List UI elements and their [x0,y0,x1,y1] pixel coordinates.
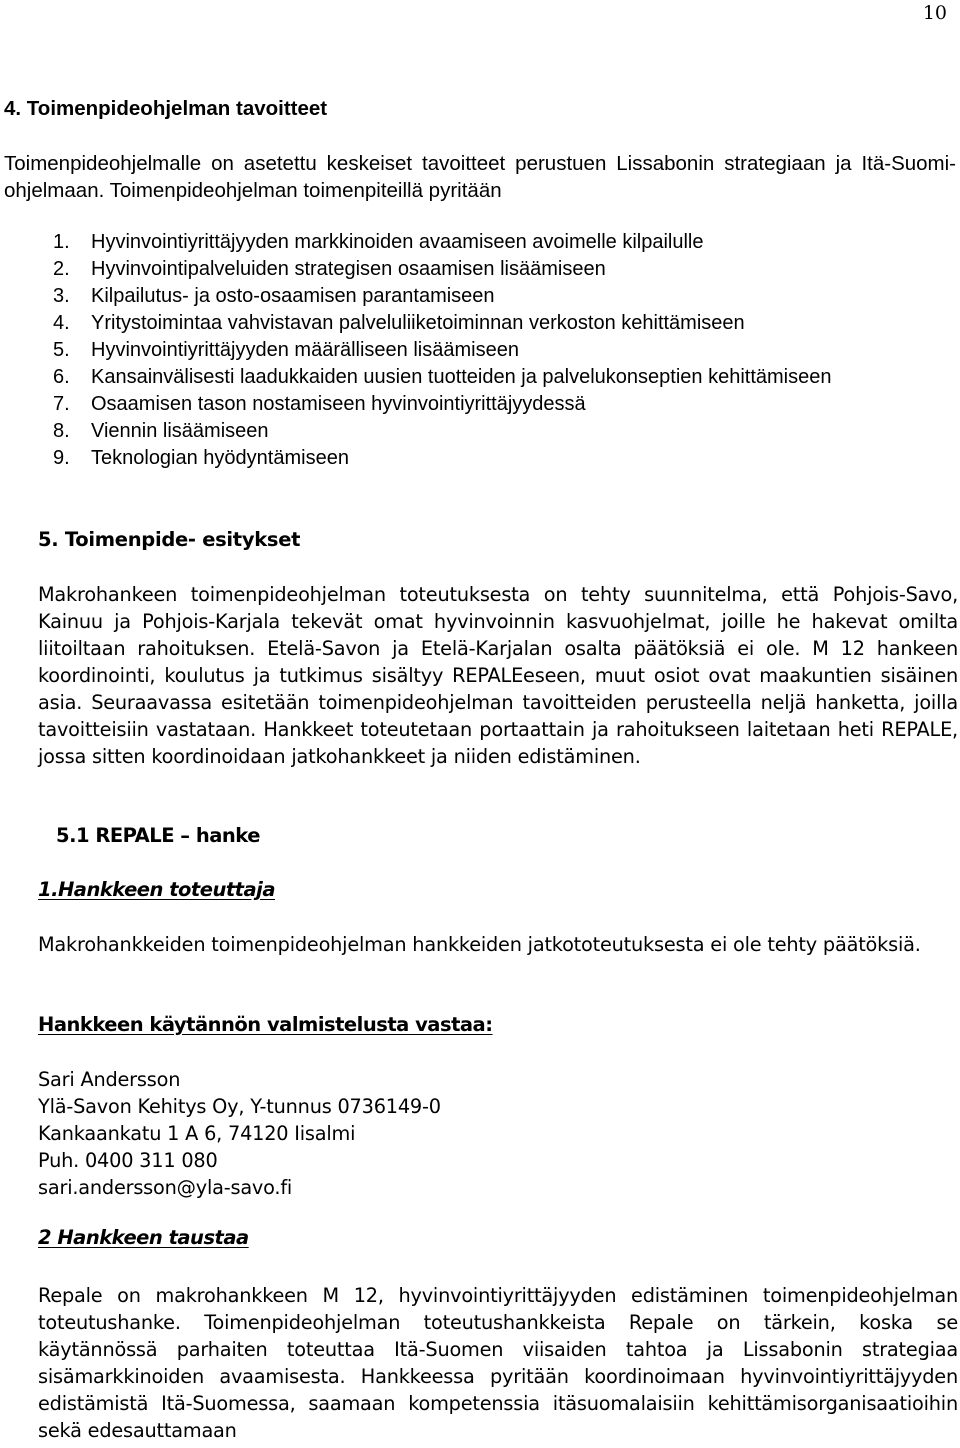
list-item-number: 8. [53,420,70,442]
list-item-number: 4. [53,312,70,334]
list-item-number: 7. [53,393,70,415]
list-item [53,364,956,391]
list-item-number: 5. [53,339,70,361]
section-5-heading: 5. Toimenpide- esitykset [38,528,301,551]
list-item [53,337,956,364]
list-item [53,310,956,337]
list-item [53,445,956,472]
list-item [53,256,956,283]
contact-organization: Ylä-Savon Kehitys Oy, Y-tunnus 0736149-0 [38,1095,441,1118]
list-item-text: Hyvinvointiyrittäjyyden määrälliseen lisäämiseen [91,339,519,361]
list-item-text: Yritystoimintaa vahvistavan palveluliiketoiminnan verkoston kehittämiseen [91,312,745,334]
contact-block [38,1066,441,1201]
section-4-heading: 4. Toimenpideohjelman tavoitteet [4,97,328,120]
background-heading: 2 Hankkeen taustaa [38,1226,249,1249]
section-4-intro: Toimenpideohjelmalle on asetettu keskeiset tavoitteet perustuen Lissabonin strategiaan ja Itä-Suomi- ohjelmaan. Toimenpideohjelman toimenpiteillä pyritään [4,152,956,202]
contact-address: Kankaankatu 1 A 6, 74120 Iisalmi [38,1122,356,1145]
implementer-heading: 1.Hankkeen toteuttaja [38,878,275,901]
implementer-paragraph: Makrohankkeiden toimenpideohjelman hankkeiden jatkototeutuksesta ei ole tehty päätöksiä. [38,933,921,956]
background-paragraph: Repale on makrohankkeen M 12, hyvinvointiyrittäjyyden edistäminen toimenpideohjelman toteutushanke. Toimenpideohjelman toteutushankkeista Repale on tärkein, koska se käytännössä parhaiten toteuttaa Itä-Suomen viisaiden tahtoa ja Lissabonin strategiaa sisämarkkinoiden avaamisesta. Hankkeessa pyritään koordinoimaan hyvinvointiyrittäjyyden edistämistä Itä-Suomessa, saamaan kompetenssia itäsuomalaisiin kehittämisorganisaatioihin sekä edesauttamaan [38,1284,958,1442]
list-item-text: Kilpailutus- ja osto-osaamisen parantamiseen [91,285,495,307]
list-item [53,229,956,256]
list-item-text: Hyvinvointiyrittäjyyden markkinoiden avaamiseen avoimelle kilpailulle [91,231,704,253]
list-item-number: 9. [53,447,70,469]
list-item-number: 3. [53,285,70,307]
page-number: 10 [922,2,947,24]
list-item-text: Hyvinvointipalveluiden strategisen osaamisen lisäämiseen [91,258,606,280]
list-item [53,418,956,445]
contact-email: sari.andersson@yla-savo.fi [38,1176,293,1199]
section-5-paragraph: Makrohankeen toimenpideohjelman toteutuksesta on tehty suunnitelma, että Pohjois-Savo, Kainuu ja Pohjois-Karjala tekevät omat hyvinvoinnin kasvuohjelmat, joille he hakevat omilta liitoiltaan rahoituksen. Etelä-Savon ja Etelä-Karjalan osalta päätöksiä ei ole. M 12 hankeen koordinointi, koulutus ja tutkimus sisältyy REPALEeseen, muut osiot ovat maakuntien sisäinen asia. Seuraavassa esitetään toimenpideohjelman tavoitteiden perusteella neljä hanketta, joilla tavoitteisiin vastataan. Hankkeet toteutetaan portaattain ja rahoitukseen laitetaan heti REPALE, jossa sitten koordinoidaan jatkohankkeet ja niiden edistäminen. [38,583,958,768]
list-item-text: Osaamisen tason nostamiseen hyvinvointiyrittäjyydessä [91,393,586,415]
contact-name: Sari Andersson [38,1068,181,1091]
section-5-1-heading: 5.1 REPALE – hanke [56,824,260,847]
list-item-number: 1. [53,231,70,253]
list-item-text: Kansainvälisesti laadukkaiden uusien tuotteiden ja palvelukonseptien kehittämiseen [91,366,832,388]
list-item [53,391,956,418]
contact-phone: Puh. 0400 311 080 [38,1149,218,1172]
list-item-text: Teknologian hyödyntämiseen [91,447,349,469]
list-item [53,283,956,310]
list-item-text: Viennin lisäämiseen [91,420,269,442]
goals-list [53,229,956,472]
list-item-number: 2. [53,258,70,280]
preparation-heading: Hankkeen käytännön valmistelusta vastaa: [38,1013,493,1036]
list-item-number: 6. [53,366,70,388]
